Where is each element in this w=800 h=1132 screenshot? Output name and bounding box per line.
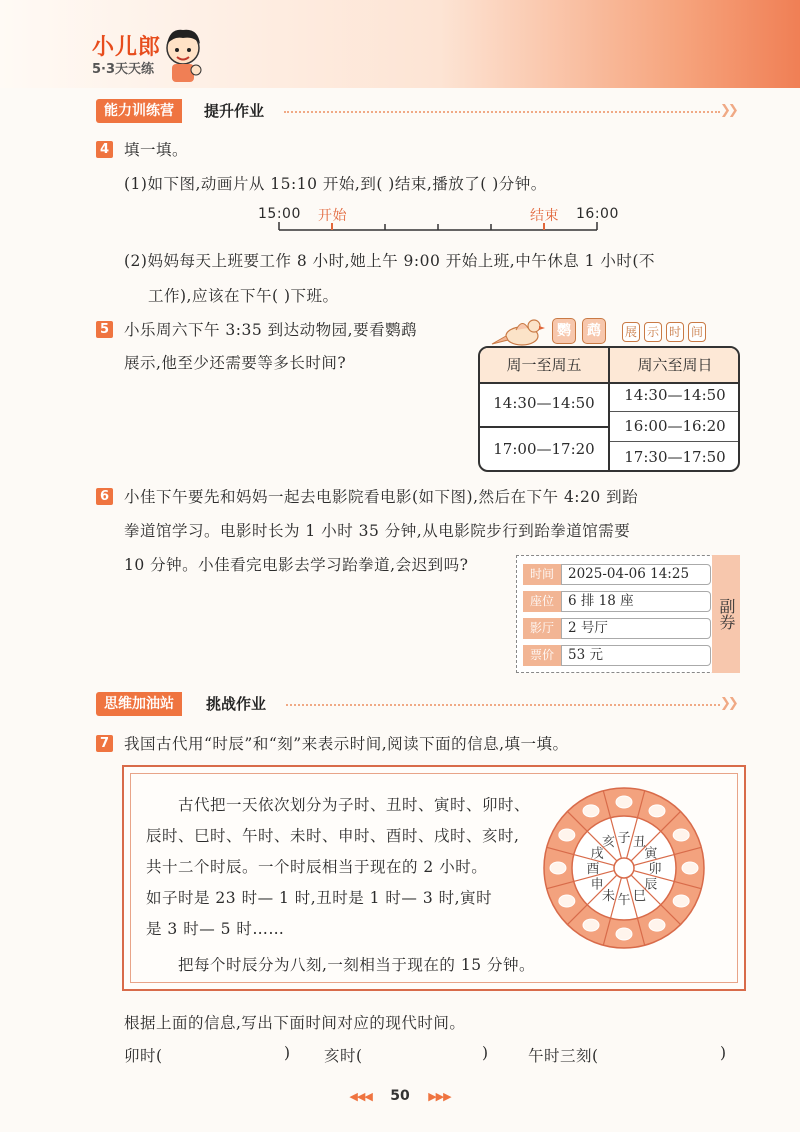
- zodiac-animal-icon: [550, 862, 566, 874]
- wheel-label: 戌: [590, 846, 604, 862]
- question-number: 5: [96, 321, 113, 338]
- question-line: 小佳下午要先和妈妈一起去电影院看电影(如下图),然后在下午 4:20 到跆: [124, 488, 639, 506]
- table-divider: [480, 426, 608, 428]
- table-divider: [480, 382, 740, 384]
- ticket-value: 2 号厅: [561, 618, 711, 639]
- zodiac-animal-icon: [583, 805, 599, 817]
- info-line: 辰时、巳时、午时、未时、申时、酉时、戌时、亥时,: [146, 827, 520, 845]
- question-part-1: (1)如下图,动画片从 15:10 开始,到( )结束,播放了( )分钟。: [124, 175, 547, 193]
- question-line: 拳道馆学习。电影时长为 1 小时 35 分钟,从电影院步行到跆拳道馆需要: [124, 522, 631, 540]
- wheel-label: 亥: [601, 835, 616, 851]
- ticket-value: 2025-04-06 14:25: [561, 564, 711, 585]
- blank-close: ): [482, 1044, 489, 1062]
- info-line: 是 3 时— 5 时……: [146, 920, 285, 938]
- info-line: 共十二个时辰。一个时辰相当于现在的 2 小时。: [146, 858, 488, 876]
- timeline-end-label: 16:00: [576, 206, 619, 222]
- wheel-label: 巳: [632, 888, 647, 904]
- brand-logo: 小儿郎: [92, 35, 162, 60]
- section-title-homework: 提升作业: [204, 102, 265, 120]
- banner-char: 示: [644, 322, 662, 342]
- section-title-challenge: 挑战作业: [206, 695, 267, 713]
- timeline-end-mark: 结束: [530, 208, 559, 224]
- section-tag-thinking: 思维加油站: [96, 692, 182, 716]
- parrot-icon: [488, 314, 550, 348]
- page-number: 50: [390, 1088, 410, 1104]
- section-divider: [286, 704, 720, 706]
- table-cell: 17:30—17:50: [624, 448, 726, 466]
- wheel-label: 辰: [644, 877, 658, 893]
- blank-close: ): [284, 1044, 291, 1062]
- banner-char: 鹦: [552, 318, 576, 344]
- timeline-start-label: 15:00: [258, 206, 301, 222]
- wheel-label: 卯: [648, 862, 662, 877]
- question-number: 6: [96, 488, 113, 505]
- next-arrows-icon: ▶▶▶: [428, 1090, 451, 1103]
- zodiac-animal-icon: [559, 895, 575, 907]
- page-footer: [0, 1088, 800, 1104]
- table-cell: 14:30—14:50: [493, 394, 595, 412]
- zodiac-animal-icon: [616, 928, 632, 940]
- blank-label-mao: 卯时(: [124, 1047, 163, 1065]
- table-divider: [610, 441, 740, 442]
- wheel-label: 子: [617, 831, 631, 846]
- table-cell: 14:30—14:50: [624, 386, 726, 404]
- question-line: 小乐周六下午 3:35 到达动物园,要看鹦鹉: [124, 321, 418, 339]
- zodiac-animal-icon: [673, 829, 689, 841]
- wheel-label: 丑: [632, 835, 647, 851]
- zodiac-wheel: [542, 786, 706, 950]
- instruction: 根据上面的信息,写出下面时间对应的现代时间。: [124, 1014, 466, 1032]
- timeline-axis: [278, 222, 600, 236]
- blank-label-wu: 午时三刻(: [528, 1047, 599, 1065]
- table-cell: 16:00—16:20: [624, 417, 726, 435]
- ticket-label: 时间: [523, 564, 561, 585]
- table-header-weekend: 周六至周日: [610, 348, 740, 382]
- divider-arrow-icon: ❯❯: [720, 696, 736, 711]
- ticket-value: 53 元: [561, 645, 711, 666]
- question-title: 填一填。: [124, 141, 189, 159]
- movie-ticket: [516, 555, 740, 673]
- wheel-label: 申: [590, 877, 604, 893]
- section-tag-training: 能力训练营: [96, 99, 182, 123]
- section-divider: [284, 111, 720, 113]
- zodiac-animal-icon: [583, 919, 599, 931]
- table-divider: [610, 411, 740, 412]
- zodiac-animal-icon: [559, 829, 575, 841]
- question-line: 10 分钟。小佳看完电影去学习跆拳道,会迟到吗?: [124, 556, 469, 574]
- zodiac-animal-icon: [673, 895, 689, 907]
- zodiac-animal-icon: [649, 919, 665, 931]
- question-number: 7: [96, 735, 113, 752]
- table-cell: 17:00—17:20: [493, 440, 595, 458]
- zodiac-animal-icon: [649, 805, 665, 817]
- timeline-start-mark: 开始: [318, 208, 347, 224]
- blank-label-hai: 亥时(: [324, 1047, 363, 1065]
- blank-close: ): [720, 1044, 727, 1062]
- divider-arrow-icon: ❯❯: [720, 103, 736, 118]
- question-number: 4: [96, 141, 113, 158]
- ticket-stub: 副券: [712, 555, 740, 673]
- zodiac-animal-icon: [682, 862, 698, 874]
- info-line: 古代把一天依次划分为子时、丑时、寅时、卯时、: [178, 796, 531, 814]
- table-header-weekday: 周一至周五: [480, 348, 608, 382]
- info-line: 把每个时辰分为八刻,一刻相当于现在的 15 分钟。: [178, 956, 536, 974]
- banner-char: 展: [622, 322, 640, 342]
- question-line: 展示,他至少还需要等多长时间?: [124, 354, 347, 372]
- ticket-label: 票价: [523, 645, 561, 666]
- ticket-label: 影厅: [523, 618, 561, 639]
- mascot-icon: [160, 26, 206, 84]
- ticket-label: 座位: [523, 591, 561, 612]
- series-name: 5·3天天练: [92, 62, 155, 77]
- schedule-banner: [546, 318, 742, 346]
- schedule-table: [478, 346, 740, 472]
- question-title: 我国古代用“时辰”和“刻”来表示时间,阅读下面的信息,填一填。: [124, 735, 569, 753]
- question-part-2-line-2: 工作),应该在下午( )下班。: [148, 287, 339, 305]
- question-part-2-line-1: (2)妈妈每天上班要工作 8 小时,她上午 9:00 开始上班,中午休息 1 小时(不: [124, 252, 655, 270]
- banner-char: 鹉: [582, 318, 606, 344]
- banner-char: 间: [688, 322, 706, 342]
- info-line: 如子时是 23 时— 1 时,丑时是 1 时— 3 时,寅时: [146, 889, 493, 907]
- prev-arrows-icon: ◀◀◀: [349, 1090, 372, 1103]
- wheel-label: 未: [601, 888, 616, 904]
- wheel-label: 酉: [586, 862, 600, 877]
- wheel-label: 寅: [644, 846, 658, 862]
- wheel-label: 午: [617, 893, 631, 908]
- ticket-value: 6 排 18 座: [561, 591, 711, 612]
- banner-char: 时: [666, 322, 684, 342]
- zodiac-animal-icon: [616, 796, 632, 808]
